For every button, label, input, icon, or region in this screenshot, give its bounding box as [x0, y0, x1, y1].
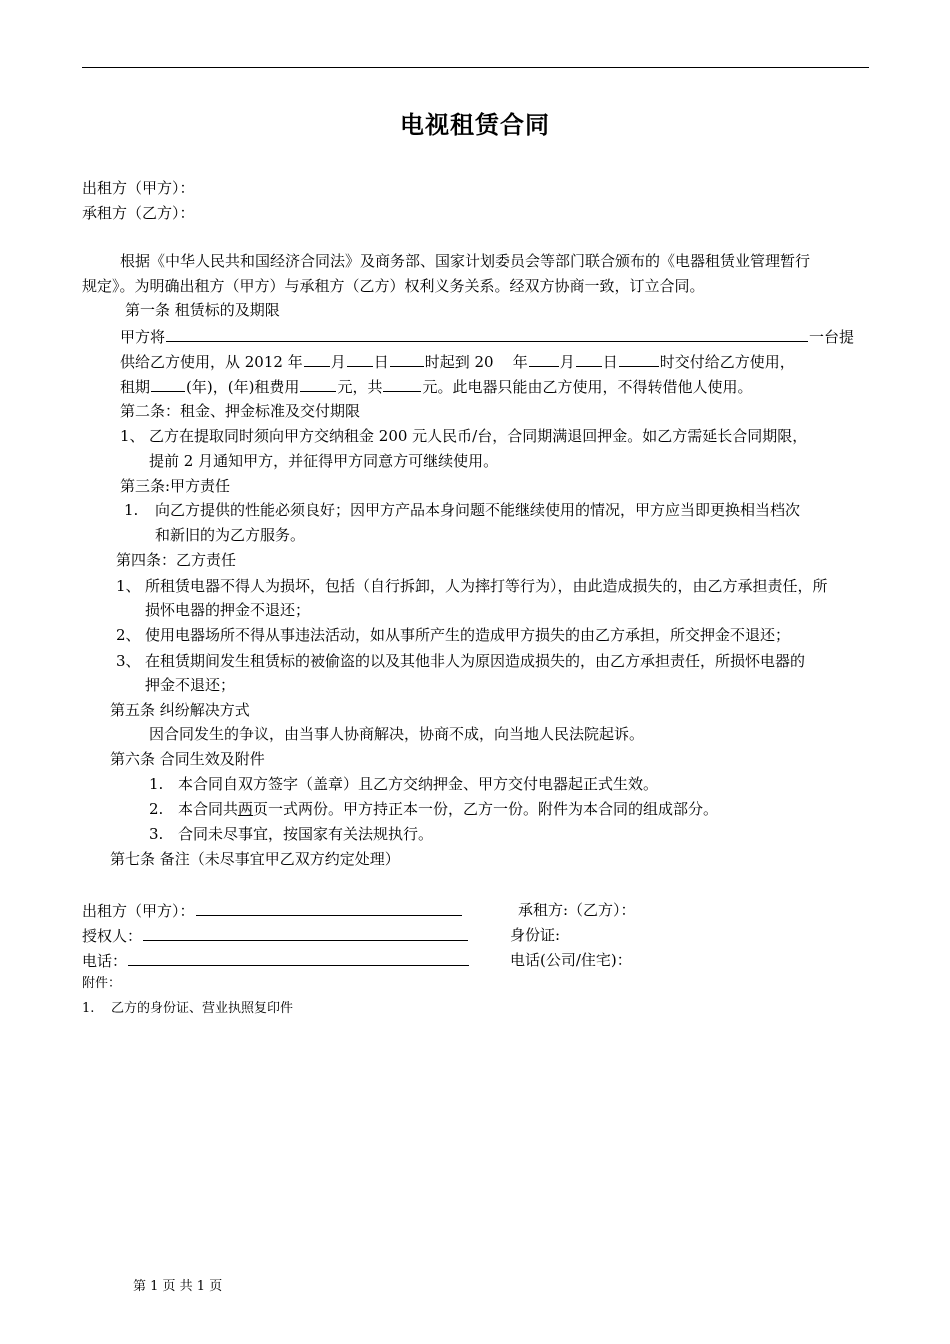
article-2-item-1-number: 1、: [120, 427, 145, 445]
blank-start-month[interactable]: [304, 351, 330, 367]
article-5-heading: 第五条 纠纷解决方式: [110, 701, 250, 719]
article-4-item-1-line-2: 损怀电器的押金不退还；: [145, 601, 311, 619]
article-4-heading: 第四条：乙方责任: [116, 551, 237, 569]
article-3-item-1-line-2: 和新旧的为乙方服务。: [155, 526, 306, 544]
article-1-line-1: 甲方将 一台提: [120, 328, 855, 346]
blank-total[interactable]: [383, 376, 421, 392]
blank-start-day[interactable]: [347, 351, 373, 367]
agent-sign-field[interactable]: [143, 925, 468, 941]
page-footer: 第 1 页 共 1 页: [133, 1279, 223, 1294]
signature-phone: 电话：: [82, 950, 470, 971]
signature-agent: 授权人：: [82, 925, 469, 946]
lessor-label: 出租方（甲方）：: [82, 179, 195, 197]
article-6-item-2: 本合同共两页一式两份。甲方持正本一份，乙方一份。附件为本合同的组成部分。: [178, 800, 719, 818]
article-4-item-3-line-2: 押金不退还；: [145, 676, 236, 694]
article-3-heading: 第三条:甲方责任: [120, 477, 231, 495]
article-6-item-2-number: 2.: [149, 800, 164, 818]
signature-phone-2: 电话(公司/住宅)：: [510, 951, 632, 969]
attachment-label: 附件：: [82, 976, 122, 991]
article-4-item-3-line-1: 在租赁期间发生租赁标的被偷盗的以及其他非人为原因造成损失的，由乙方承担责任，所损怀电器的: [145, 652, 806, 670]
article-1-line-2: 供给乙方使用，从 2012 年 月 日 时起到 20 年 月 日 时交付给乙方使用，: [120, 353, 795, 371]
article-6-heading: 第六条 合同生效及附件: [110, 750, 265, 768]
article-3-item-1-number: 1.: [124, 501, 139, 519]
article-2-item-1-line-2: 提前 2 月通知甲方，并征得甲方同意方可继续使用。: [149, 452, 499, 470]
attachment-item-1: 乙方的身份证、营业执照复印件: [111, 1001, 294, 1016]
signature-lessee: 承租方:（乙方）：: [518, 901, 636, 919]
attachment-item-1-number: 1.: [82, 1001, 95, 1016]
article-4-item-1-number: 1、: [116, 577, 141, 595]
blank-end-year[interactable]: [529, 351, 559, 367]
blank-term[interactable]: [151, 376, 185, 392]
preamble-line-1: 根据《中华人民共和国经济合同法》及商务部、国家计划委员会等部门联合颁布的《电器租赁业管理暂行: [120, 252, 811, 270]
blank-end-month[interactable]: [576, 351, 602, 367]
article-6-item-3-number: 3.: [149, 825, 164, 843]
signature-lessor: 出租方（甲方）：: [82, 900, 463, 921]
article-4-item-1-line-1: 所租赁电器不得人为损坏，包括（自行拆卸，人为摔打等行为），由此造成损失的，由乙方承担责任，所: [145, 577, 828, 595]
lessor-sign-field[interactable]: [196, 900, 462, 916]
article-4-item-2-line-1: 使用电器场所不得从事违法活动，如从事所产生的造成甲方损失的由乙方承担，所交押金不退还；: [145, 626, 791, 644]
article-6-item-3: 合同未尽事宜，按国家有关法规执行。: [178, 825, 434, 843]
preamble-line-2: 规定》。为明确出租方（甲方）与承租方（乙方）权利义务关系。经双方协商一致，订立合同。: [82, 277, 705, 295]
article-2-heading: 第二条：租金、押金标准及交付期限: [120, 402, 361, 420]
blank-rent[interactable]: [300, 376, 336, 392]
blank-item-field[interactable]: [166, 326, 808, 342]
article-2-item-1-line-1: 乙方在提取同时须向甲方交纳租金 200 元人民币/台，合同期满退回押金。如乙方需延长合同期限，: [149, 427, 808, 445]
document-title: 电视租赁合同: [400, 111, 550, 139]
header-rule: [82, 67, 869, 68]
article-4-item-3-number: 3、: [116, 652, 141, 670]
article-7-heading: 第七条 备注（未尽事宜甲乙双方约定处理）: [110, 850, 400, 868]
signature-id: 身份证:: [510, 926, 561, 944]
article-5-body: 因合同发生的争议，由当事人协商解决，协商不成，向当地人民法院起诉。: [149, 725, 645, 743]
article-3-item-1-line-1: 向乙方提供的性能必须良好；因甲方产品本身问题不能继续使用的情况，甲方应当即更换相当档次: [155, 501, 801, 519]
article-6-item-1-number: 1.: [149, 775, 164, 793]
blank-end-day[interactable]: [619, 351, 659, 367]
article-4-item-2-number: 2、: [116, 626, 141, 644]
phone-field[interactable]: [128, 950, 469, 966]
article-1-heading: 第一条 租赁标的及期限: [125, 301, 280, 319]
article-1-line-3: 租期 (年)，(年)租费用 元，共 元。此电器只能由乙方使用，不得转借他人使用。: [120, 378, 753, 396]
blank-start-hour[interactable]: [390, 351, 424, 367]
article-6-item-1: 本合同自双方签字（盖章）且乙方交纳押金、甲方交付电器起正式生效。: [178, 775, 659, 793]
lessee-label: 承租方（乙方）：: [82, 204, 195, 222]
